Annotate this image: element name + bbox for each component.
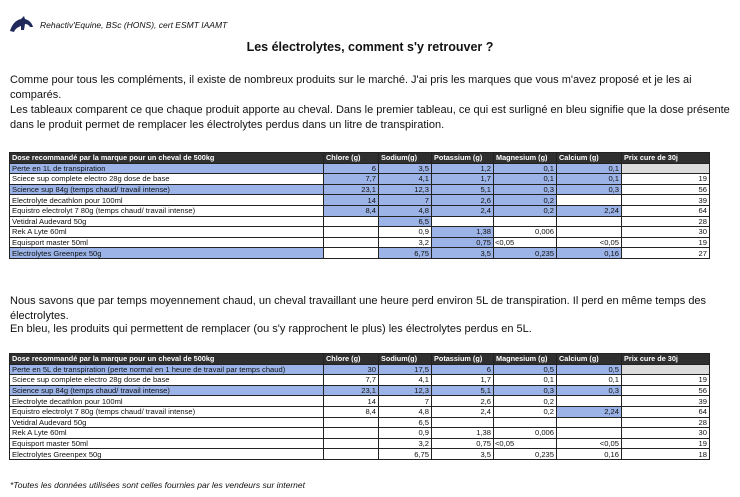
cell-value: 0,75 (476, 237, 491, 247)
value-cell: 0,9 (379, 227, 432, 238)
value-cell: 0,1 (557, 174, 622, 185)
value-cell: 0,2 (494, 396, 557, 407)
column-header: Sodium(g) (379, 153, 432, 164)
value-cell (324, 449, 379, 460)
value-cell: 14 (324, 195, 379, 206)
value-cell: <0,05 (557, 438, 622, 449)
product-name-cell: Rek A Lyte 60ml (10, 428, 324, 439)
value-cell: 6 (432, 364, 494, 375)
value-cell: 64 (622, 406, 710, 417)
value-cell: 1,38 (432, 227, 494, 238)
value-cell: 17,5 (379, 364, 432, 375)
table-row (10, 428, 710, 439)
value-cell: 0,1 (557, 163, 622, 174)
value-cell: 4,1 (379, 375, 432, 386)
value-cell: 0,2 (494, 195, 557, 206)
table-row (10, 364, 710, 375)
table-row (10, 248, 710, 259)
value-cell: 0,16 (557, 248, 622, 259)
column-header: Chlore (g) (324, 153, 379, 164)
product-name-cell: Perte en 5L de transpiration (perte normal en 1 heure de travail par temps chaud) (10, 364, 324, 375)
value-cell (324, 428, 379, 439)
value-cell: 23,1 (324, 184, 379, 195)
value-cell (557, 396, 622, 407)
value-cell (324, 417, 379, 428)
value-cell (324, 248, 379, 259)
value-cell: 7,7 (324, 375, 379, 386)
product-name-cell: Sciece sup complete electro 28g dose de base (10, 174, 324, 185)
value-cell (432, 417, 494, 428)
column-header: Magnesium (g) (494, 354, 557, 365)
comparison-table-1l (9, 152, 710, 259)
value-cell: 0,235 (494, 449, 557, 460)
sweat-loss-paragraph: Nous savons que par temps moyennement chaud, un cheval travaillant une heure perd environ 5L de transpiration. Il perd en même temps des électrolytes. (10, 295, 707, 322)
column-header: Potassium (g) (432, 153, 494, 164)
table-row (10, 417, 710, 428)
product-name-cell: Science sup 84g (temps chaud/ travail intense) (10, 385, 324, 396)
value-cell: 23,1 (324, 385, 379, 396)
value-cell: 2,24 (557, 205, 622, 216)
value-cell: 6,5 (379, 417, 432, 428)
comparison-table-5l (9, 353, 710, 460)
note-value: <0,05 (495, 237, 515, 247)
value-cell: 7 (379, 396, 432, 407)
value-cell: 8,4 (324, 406, 379, 417)
product-name-cell: Equisport master 50ml (10, 438, 324, 449)
table-row (10, 237, 710, 248)
product-name-cell: Sciece sup complete electro 28g dose de base (10, 375, 324, 386)
product-name-cell: Vetidral Audevard 50g (10, 216, 324, 227)
value-cell (494, 417, 557, 428)
value-cell: 0,006 (494, 227, 557, 238)
column-header: Prix cure de 30j (622, 153, 710, 164)
cell-value: 0,75 (476, 438, 491, 448)
value-cell: 8,4 (324, 205, 379, 216)
table-row (10, 449, 710, 460)
value-cell (557, 227, 622, 238)
product-name-cell: Rek A Lyte 60ml (10, 227, 324, 238)
column-header: Dose recommandé par la marque pour un cheval de 500kg (10, 354, 324, 365)
value-cell: 4,1 (379, 174, 432, 185)
value-cell: 56 (622, 385, 710, 396)
value-cell: 6 (324, 163, 379, 174)
value-cell (432, 237, 515, 248)
value-cell (324, 227, 379, 238)
product-name-cell: Electrolytes Greenpex 50g (10, 449, 324, 460)
column-header: Calcium (g) (557, 354, 622, 365)
value-cell: 0,1 (494, 375, 557, 386)
value-cell (557, 417, 622, 428)
column-header: Magnesium (g) (494, 153, 557, 164)
product-name-cell: Equisport master 50ml (10, 237, 324, 248)
value-cell: 0,1 (494, 163, 557, 174)
value-cell: 18 (622, 449, 710, 460)
author-credit: Rehactiv'Equine, BSc (HONS), cert ESMT IAAMT (40, 20, 228, 30)
value-cell: 14 (324, 396, 379, 407)
value-cell: 2,6 (432, 396, 494, 407)
value-cell: 3,5 (432, 248, 494, 259)
value-cell (432, 438, 515, 449)
column-header: Calcium (g) (557, 153, 622, 164)
value-cell: 19 (622, 375, 710, 386)
table-row (10, 227, 710, 238)
value-cell: 12,3 (379, 184, 432, 195)
column-header: Chlore (g) (324, 354, 379, 365)
product-name-cell: Perte en 1L de transpiration (10, 163, 324, 174)
table-header-row (10, 354, 710, 365)
table-row (10, 163, 710, 174)
table-row (10, 184, 710, 195)
value-cell: 0,235 (494, 248, 557, 259)
product-name-cell: Equistro electrolyt 7 80g (temps chaud/ travail intense) (10, 406, 324, 417)
value-cell: 2,6 (432, 195, 494, 206)
value-cell: 0,3 (557, 184, 622, 195)
value-cell (557, 216, 622, 227)
value-cell: 28 (622, 417, 710, 428)
value-cell: 0,9 (379, 428, 432, 439)
value-cell: 0,006 (494, 428, 557, 439)
value-cell: 0,1 (494, 174, 557, 185)
table-row (10, 438, 710, 449)
value-cell: 0,5 (557, 364, 622, 375)
product-name-cell: Electrolyte decathlon pour 100ml (10, 396, 324, 407)
value-cell: 0,2 (494, 406, 557, 417)
product-name-cell: Electrolyte decathlon pour 100ml (10, 195, 324, 206)
value-cell (324, 237, 379, 248)
value-cell (494, 216, 557, 227)
value-cell (622, 364, 710, 375)
table-row (10, 375, 710, 386)
value-cell: 3,2 (379, 237, 432, 248)
value-cell: 7,7 (324, 174, 379, 185)
value-cell: 0,5 (494, 364, 557, 375)
value-cell: 0,2 (494, 205, 557, 216)
table-row (10, 396, 710, 407)
value-cell: <0,05 (557, 237, 622, 248)
table-row (10, 195, 710, 206)
value-cell: 1,2 (432, 163, 494, 174)
value-cell: 1,7 (432, 375, 494, 386)
value-cell (622, 163, 710, 174)
table-row (10, 174, 710, 185)
value-cell: 0,1 (557, 375, 622, 386)
note-value: <0,05 (495, 438, 515, 448)
column-header: Dose recommandé par la marque pour un cheval de 500kg (10, 153, 324, 164)
column-header: Prix cure de 30j (622, 354, 710, 365)
value-cell: 4,8 (379, 205, 432, 216)
tables-explanation: Les tableaux comparent ce que chaque produit apporte au cheval. Dans le premier tableau, ce qui est surligné en bleu signifie que la dose présente dans le produit permet de remplacer les électrolytes perdus dans un litre de transpiration. (10, 104, 730, 131)
value-cell: 39 (622, 195, 710, 206)
value-cell: 30 (622, 428, 710, 439)
value-cell: 56 (622, 184, 710, 195)
value-cell: 7 (379, 195, 432, 206)
table-row (10, 216, 710, 227)
product-name-cell: Equistro electrolyt 7 80g (temps chaud/ travail intense) (10, 205, 324, 216)
value-cell: 6,5 (379, 216, 432, 227)
intro-paragraph: Comme pour tous les compléments, il existe de nombreux produits sur le marché. J'ai pris les marques que vous m'avez proposé et je les ai comparés. (10, 74, 692, 101)
product-name-cell: Electrolytes Greenpex 50g (10, 248, 324, 259)
value-cell (557, 195, 622, 206)
value-cell (324, 216, 379, 227)
product-name-cell: Vetidral Audevard 50g (10, 417, 324, 428)
value-cell: 12,3 (379, 385, 432, 396)
value-cell: 0,16 (557, 449, 622, 460)
table-row (10, 205, 710, 216)
value-cell (324, 438, 379, 449)
value-cell: 6,75 (379, 248, 432, 259)
value-cell: 19 (622, 438, 710, 449)
value-cell: 2,24 (557, 406, 622, 417)
value-cell (557, 428, 622, 439)
page-title: Les électrolytes, comment s'y retrouver ? (246, 40, 494, 54)
table-row (10, 406, 710, 417)
value-cell: 3,2 (379, 438, 432, 449)
value-cell: 19 (622, 174, 710, 185)
value-cell: 3,5 (432, 449, 494, 460)
value-cell: 30 (622, 227, 710, 238)
value-cell: 28 (622, 216, 710, 227)
value-cell: 64 (622, 205, 710, 216)
value-cell: 4,8 (379, 406, 432, 417)
value-cell: 6,75 (379, 449, 432, 460)
column-header: Potassium (g) (432, 354, 494, 365)
value-cell: 1,38 (432, 428, 494, 439)
value-cell: 27 (622, 248, 710, 259)
horse-logo-icon (6, 14, 38, 34)
blue-legend-paragraph: En bleu, les produits qui permettent de remplacer (ou s'y rapprochent le plus) les électrolytes perdus en 5L. (10, 323, 532, 335)
value-cell: 2,4 (432, 406, 494, 417)
value-cell (432, 216, 494, 227)
value-cell: 5,1 (432, 385, 494, 396)
value-cell: 5,1 (432, 184, 494, 195)
value-cell: 3,5 (379, 163, 432, 174)
value-cell: 2,4 (432, 205, 494, 216)
value-cell: 0,3 (557, 385, 622, 396)
footnote: *Toutes les données utilisées sont celles fournies par les vendeurs sur internet (10, 480, 305, 490)
product-name-cell: Science sup 84g (temps chaud/ travail intense) (10, 184, 324, 195)
column-header: Sodium(g) (379, 354, 432, 365)
value-cell: 0,3 (494, 184, 557, 195)
table-header-row (10, 153, 710, 164)
value-cell: 0,3 (494, 385, 557, 396)
value-cell: 30 (324, 364, 379, 375)
value-cell: 19 (622, 237, 710, 248)
table-row (10, 385, 710, 396)
value-cell: 39 (622, 396, 710, 407)
value-cell: 1,7 (432, 174, 494, 185)
